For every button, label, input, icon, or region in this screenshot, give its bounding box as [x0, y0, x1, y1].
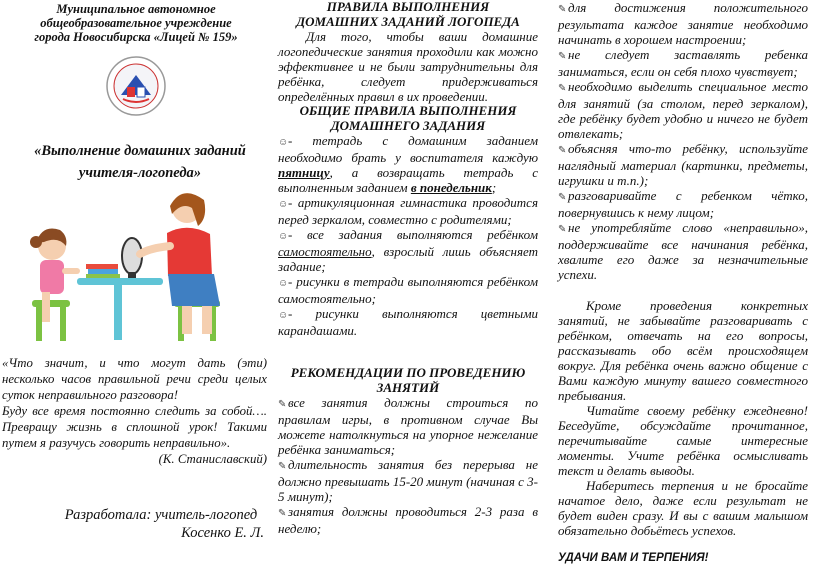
- pencil-icon: ✎: [558, 145, 567, 156]
- pencil-icon: ✎: [558, 192, 567, 203]
- rule-emphasis: самостоятельно: [278, 244, 372, 259]
- closing-wish: УДАЧИ ВАМ И ТЕРПЕНИЯ!: [558, 552, 709, 564]
- recommendation-text: длительность занятия без перерыва не должно превышать 15-20 минут (начиная с 3-5 минут);: [278, 457, 538, 504]
- title-line: «Выполнение домашних заданий: [34, 143, 246, 159]
- institution-header: [0, 2, 272, 44]
- mirror-icon: ☺: [278, 137, 289, 148]
- heading-general-rules: [278, 104, 538, 133]
- rule-emphasis: в понедельник: [410, 180, 492, 195]
- quote-author: (К. Станиславский): [158, 452, 267, 466]
- recommendation-text: не следует заставлять ребенка заниматься, если он себя плохо чувствует;: [558, 47, 808, 79]
- middle-panel: [272, 0, 544, 557]
- institution-line: общеобразовательное учреждение: [40, 16, 232, 30]
- brochure-title: [24, 140, 256, 184]
- quote-text: Буду все время постоянно следить за собой…. Превращу жизнь в сплошной урок! Такими путем я разучусь говорить неправильно».: [2, 404, 267, 450]
- advice-paragraph: Кроме проведения конкретных занятий, не забывайте разговаривать с ребёнком, отвечать на его вопросы, рассказывать обо всём происходящем вокруг. Для ребёнка очень важно общение с Вами каждую минуту вашего совместного пребывания.: [558, 298, 808, 403]
- heading-line: ЗАНЯТИЙ: [376, 379, 440, 395]
- heading-line: РЕКОМЕНДАЦИИ ПО ПРОВЕДЕНИЮ: [290, 365, 526, 380]
- pencil-icon: ✎: [558, 51, 567, 62]
- recommendation-text: не употребляйте слово «неправильно», поддерживайте все начинания ребёнка, хвалите его даже за незначительные успехи.: [558, 220, 808, 282]
- rule-text: - все задания выполняются ребёнком: [288, 227, 538, 242]
- rule-text: - рисунки выполняются цветными карандашами.: [278, 306, 538, 338]
- recommendation-text: необходимо выделить специальное место для занятий (за столом, перед зеркалом), где ребёнку будет удобно и ничего не будет отвлекать;: [558, 79, 808, 141]
- recommendation-item: [558, 47, 808, 79]
- heading-line: ДОМАШНИХ ЗАДАНИЙ ЛОГОПЕДА: [296, 13, 520, 29]
- quote-text: «Что значит, и что могут дать (эти) несколько часов правильной речи среди целых суток неправильного разговора!: [2, 356, 267, 402]
- recommendation-text: объясняя что-то ребёнку, используйте наглядный материал (картинки, предметы, игрушки и т.п.);: [558, 141, 808, 188]
- pencil-icon: ✎: [278, 508, 287, 519]
- author-name: Косенко Е. Л.: [181, 525, 264, 541]
- author-role: Разработала: учитель-логопед: [64, 507, 258, 523]
- rule-item: [278, 306, 538, 338]
- mirror-icon: ☺: [278, 310, 289, 321]
- pencil-icon: ✎: [558, 4, 567, 15]
- rule-text: - тетрадь с домашним заданием необходимо брать у воспитателя каждую: [278, 133, 538, 165]
- heading-recommendations: [278, 366, 538, 395]
- mirror-icon: ☺: [278, 278, 289, 289]
- rule-text: , а возвращать тетрадь с выполненным заданием: [278, 165, 538, 195]
- school-logo: [105, 55, 167, 117]
- recommendation-item: [558, 0, 808, 47]
- recommendation-text: разговаривайте с ребенком чётко, повернувшись к нему лицом;: [558, 188, 808, 220]
- recommendation-item: [558, 79, 808, 141]
- heading-line: ОБЩИЕ ПРАВИЛА ВЫПОЛНЕНИЯ: [299, 103, 517, 118]
- heading-rules: [278, 0, 538, 29]
- heading-line: ДОМАШНЕГО ЗАДАНИЯ: [330, 117, 486, 133]
- pencil-icon: ✎: [278, 399, 287, 410]
- advice-paragraph: Наберитесь терпения и не бросайте начатое дело, даже если результат не будет виден сразу. И вы с вашим малышом обязательно добьётесь успехов.: [558, 478, 808, 538]
- rule-item: [278, 274, 538, 306]
- rule-text: - артикуляционная гимнастика проводится перед зеркалом, совместно с родителями;: [278, 195, 538, 227]
- rule-item: [278, 227, 538, 274]
- institution-line: города Новосибирска «Лицей № 159»: [34, 30, 238, 44]
- pencil-icon: ✎: [558, 224, 567, 235]
- mirror-icon: ☺: [278, 199, 289, 210]
- rule-text: , взрослый лишь объясняет задание;: [278, 244, 538, 274]
- title-line: учителя-логопеда»: [78, 165, 202, 181]
- rule-item: [278, 195, 538, 227]
- recommendation-item: [558, 141, 808, 188]
- recommendation-item: [558, 220, 808, 282]
- author-block: [40, 506, 264, 542]
- heading-line: ПРАВИЛА ВЫПОЛНЕНИЯ: [326, 0, 490, 14]
- teacher-child-illustration: [22, 188, 250, 348]
- recommendation-text: для достижения положительного результата каждое занятие необходимо начинать в хорошем настроении;: [558, 0, 808, 47]
- right-panel: [544, 0, 816, 564]
- recommendation-text: все занятия должны строиться по правилам игры, в противном случае Вы можете натолкнуться на упорное нежелание ребёнка заниматься;: [278, 395, 538, 457]
- institution-line: Муниципальное автономное: [56, 2, 216, 16]
- recommendation-item: [278, 457, 538, 504]
- intro-text: Для того, чтобы ваши домашние логопедические занятия проходили как можно эффективнее и не были затруднительны для ребёнка, следует придерживаться определённых правил в их проведении.: [278, 29, 538, 104]
- left-panel: [0, 0, 272, 557]
- rule-emphasis: пятницу: [278, 165, 330, 180]
- rule-item: [278, 133, 538, 195]
- rule-text: ;: [491, 180, 497, 195]
- advice-paragraph: Читайте своему ребёнку ежедневно! Беседуйте, обсуждайте прочитанное, перечитывайте самые интересные моменты. Учите ребёнка осмысливать текст и делать выводы.: [558, 403, 808, 478]
- recommendation-item: [278, 504, 538, 536]
- recommendation-item: [278, 395, 538, 457]
- mirror-icon: ☺: [278, 231, 289, 242]
- pencil-icon: ✎: [558, 83, 567, 94]
- pencil-icon: ✎: [278, 461, 287, 472]
- recommendation-text: занятия должны проводиться 2-3 раза в неделю;: [278, 504, 538, 536]
- quote-block: [2, 355, 267, 467]
- rule-text: - рисунки в тетради выполняются ребёнком самостоятельно;: [278, 274, 538, 306]
- recommendation-item: [558, 188, 808, 220]
